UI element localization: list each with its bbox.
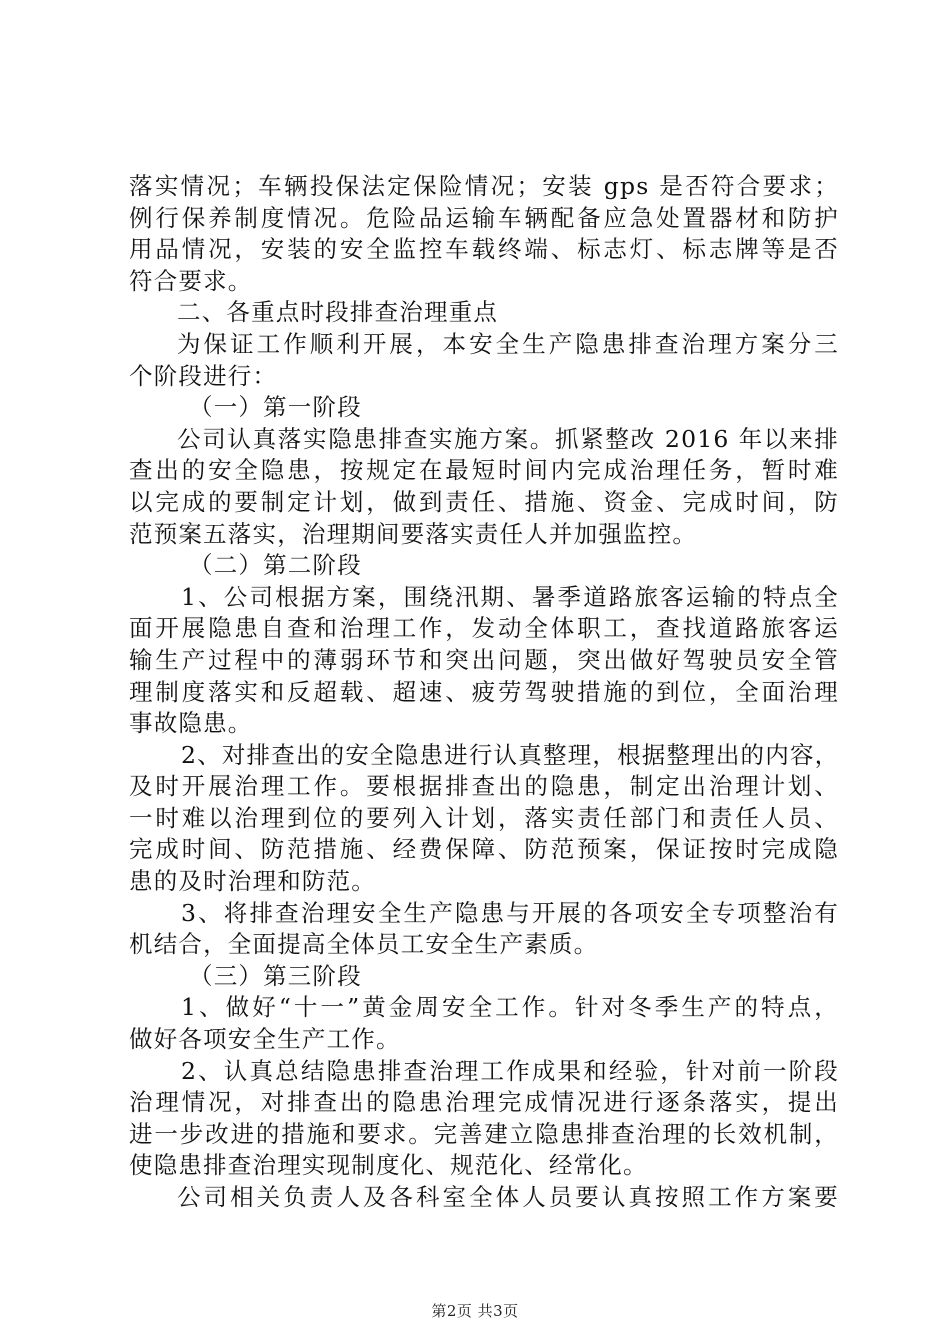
text-line: 二、各重点时段排查治理重点 — [177, 298, 499, 327]
text-line: 公司相关负责人及各科室全体人员要认真按照工作方案要 — [177, 1183, 839, 1211]
text-line: 及时开展治理工作。要根据排查出的隐患，制定出治理计划、 — [129, 772, 839, 801]
text-line: 查出的安全隐患，按规定在最短时间内完成治理任务，暂时难 — [129, 456, 839, 485]
text-line: （二）第二阶段 — [189, 551, 362, 580]
text-line: 落实情况；车辆投保法定保险情况；安装 gps 是否符合要求； — [129, 172, 839, 200]
text-line: 1、做好“十一”黄金周安全工作。针对冬季生产的特点， — [181, 993, 839, 1022]
text-line: 做好各项安全生产工作。 — [129, 1025, 401, 1054]
text-line: 事故隐患。 — [129, 709, 253, 738]
text-line: 1、公司根据方案，围绕汛期、暑季道路旅客运输的特点全 — [181, 582, 839, 611]
text-line: 为保证工作顺利开展，本安全生产隐患排查治理方案分三 — [177, 329, 839, 358]
text-line: 用品情况，安装的安全监控车载终端、标志灯、标志牌等是否 — [129, 235, 839, 264]
text-line: 公司认真落实隐患排查实施方案。抓紧整改 2016 年以来排 — [177, 424, 839, 453]
text-line: 符合要求。 — [129, 266, 253, 295]
text-line: 机结合，全面提高全体员工安全生产素质。 — [129, 930, 599, 959]
text-line: 面开展隐患自查和治理工作，发动全体职工，查找道路旅客运 — [129, 614, 839, 643]
text-line: 个阶段进行： — [129, 361, 278, 390]
text-line: 进一步改进的措施和要求。完善建立隐患排查治理的长效机制， — [129, 1119, 839, 1148]
text-line: 患的及时治理和防范。 — [129, 867, 376, 896]
text-line: 完成时间、防范措施、经费保障、防范预案，保证按时完成隐 — [129, 835, 839, 864]
page-footer: 第2页 共3页 — [431, 1302, 519, 1320]
text-line: 3、将排查治理安全生产隐患与开展的各项安全专项整治有 — [181, 898, 839, 927]
text-line: 以完成的要制定计划，做到责任、措施、资金、完成时间，防 — [129, 487, 839, 516]
text-line: 理制度落实和反超载、超速、疲劳驾驶措施的到位，全面治理 — [129, 677, 839, 706]
document-body — [129, 171, 839, 1214]
text-line: 2、对排查出的安全隐患进行认真整理，根据整理出的内容， — [181, 740, 840, 769]
text-line: 输生产过程中的薄弱环节和突出问题，突出做好驾驶员安全管 — [129, 645, 839, 674]
text-line: 使隐患排查治理实现制度化、规范化、经常化。 — [129, 1151, 648, 1180]
text-line: 例行保养制度情况。危险品运输车辆配备应急处置器材和防护 — [129, 203, 839, 232]
text-line: 治理情况，对排查出的隐患治理完成情况进行逐条落实，提出 — [129, 1088, 839, 1117]
text-line: 范预案五落实，治理期间要落实责任人并加强监控。 — [129, 519, 698, 548]
text-line: 一时难以治理到位的要列入计划，落实责任部门和责任人员、 — [129, 803, 839, 832]
text-line: （三）第三阶段 — [189, 961, 362, 990]
text-line: （一）第一阶段 — [189, 393, 362, 422]
text-line: 2、认真总结隐患排查治理工作成果和经验，针对前一阶段 — [181, 1056, 839, 1085]
